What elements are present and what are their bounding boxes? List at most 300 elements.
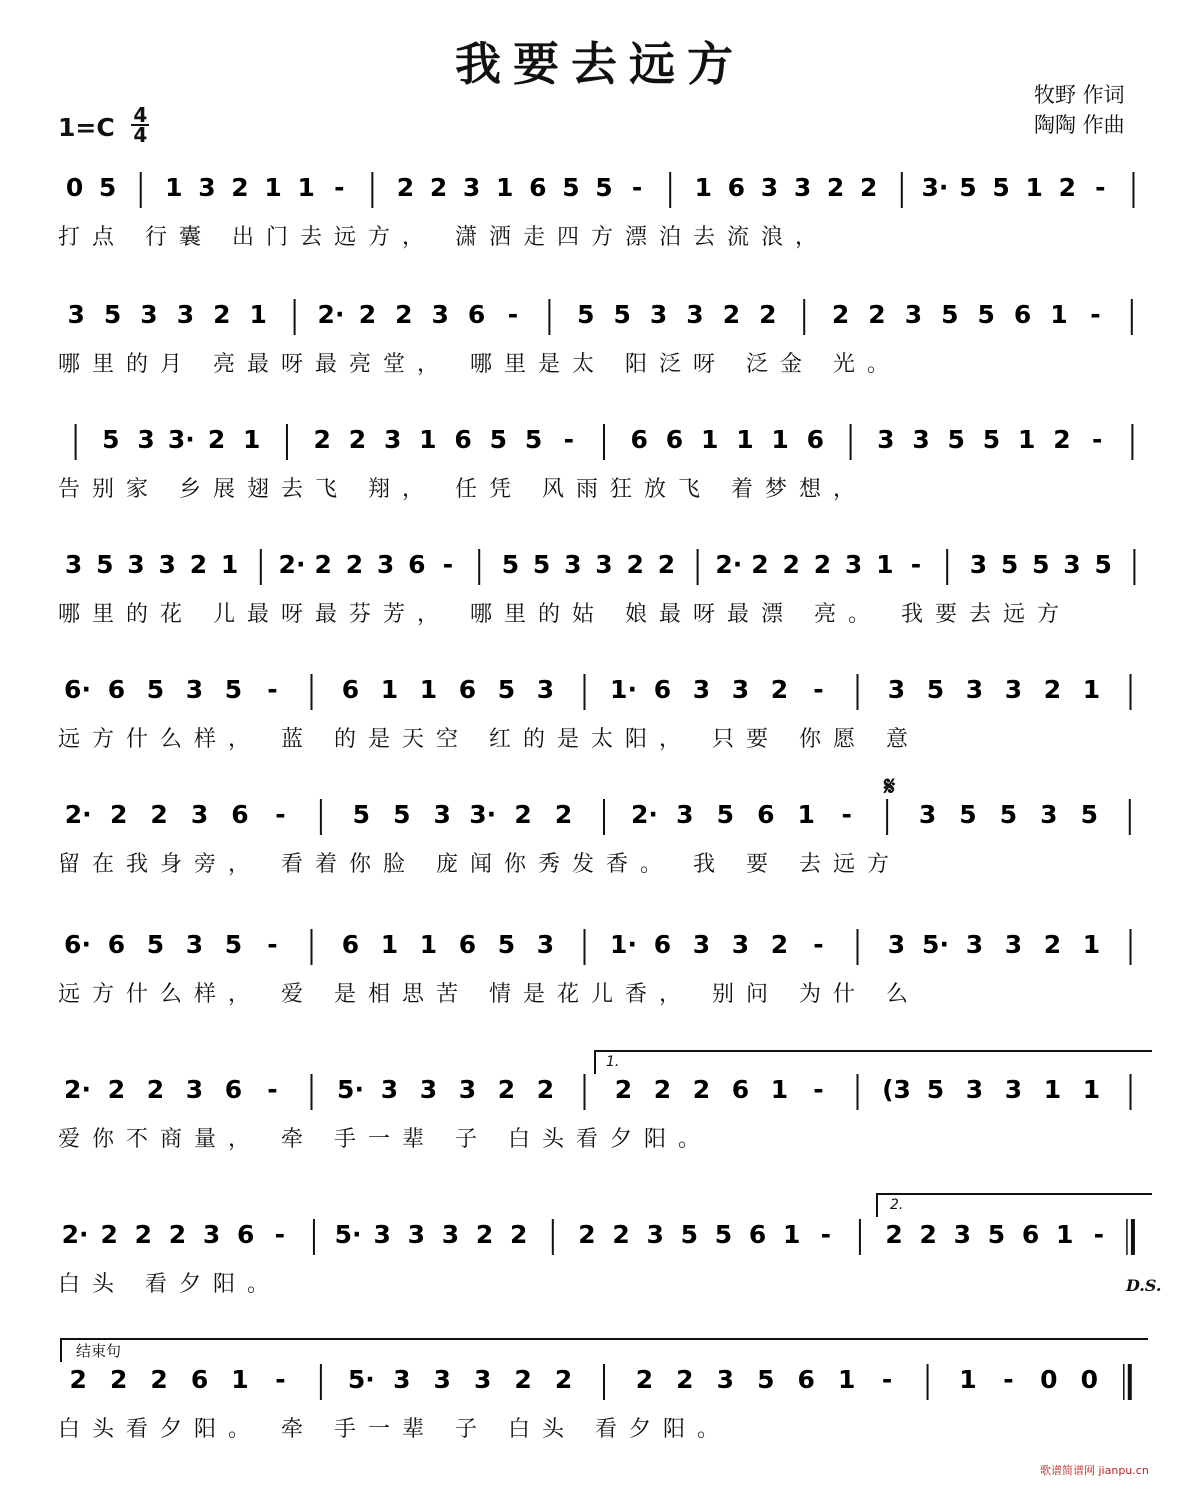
note: 6 (748, 1220, 767, 1249)
note: 2 (314, 550, 332, 579)
note: 3 (595, 550, 613, 579)
note: - (563, 425, 574, 454)
note: 3 (380, 1075, 399, 1104)
note: 2 (134, 1220, 153, 1249)
note: 3 (844, 550, 863, 579)
note: 2 (813, 550, 832, 579)
note: 3 (376, 550, 395, 579)
note: 3 (127, 550, 145, 579)
note: 2 (475, 1220, 494, 1249)
note: 3 (1004, 1075, 1023, 1104)
note: 2 (358, 300, 377, 329)
note: 2 (536, 1075, 555, 1104)
note: - (813, 930, 824, 959)
note: - (910, 550, 922, 579)
note: 2 (692, 1075, 711, 1104)
note: - (334, 173, 345, 202)
note: 2 (69, 1365, 87, 1394)
key-signature (58, 103, 149, 148)
note: 5 (613, 300, 631, 329)
note: 6 (727, 173, 746, 202)
note: 1 (220, 550, 239, 579)
note: 3 (198, 173, 216, 202)
note: 2 (150, 800, 168, 829)
note: 2 (109, 1365, 128, 1394)
note: - (820, 1220, 832, 1249)
notation-svg (58, 1070, 1150, 1116)
note: 3 (969, 550, 988, 579)
note: 1 (694, 173, 712, 202)
note: 2 (831, 300, 850, 329)
note: 5 (1080, 800, 1099, 829)
note: 5 (716, 800, 735, 829)
note: 6 (107, 930, 126, 959)
note: 2 (514, 800, 532, 829)
note: 2 (722, 300, 741, 329)
lyric-line: 远方什么样， 爱 是相思苦 情是花儿香， 别问 为什 么 (58, 982, 920, 1007)
note: 1 (1055, 1220, 1074, 1249)
note: 1· (610, 675, 637, 704)
note: - (267, 1075, 278, 1104)
note: 2· (630, 800, 658, 829)
note: 2 (1058, 173, 1076, 202)
note: 6 (797, 1365, 815, 1394)
note: 5 (1000, 550, 1019, 579)
note: 3 (676, 800, 694, 829)
note: 6 (1021, 1220, 1040, 1249)
note: 2 (396, 173, 415, 202)
note: 2 (497, 1075, 516, 1104)
lyricist-credit: 牧野 作词 (1034, 83, 1125, 107)
note: 6 (630, 425, 648, 454)
note: 3 (965, 930, 984, 959)
note: 6 (190, 1365, 209, 1394)
note: 5 (959, 173, 977, 202)
note: (3 (882, 1075, 911, 1104)
notation-line (58, 168, 1150, 208)
note: 1· (610, 930, 637, 959)
note: - (1091, 425, 1103, 454)
note: 1 (264, 173, 282, 202)
note: 3 (646, 1220, 664, 1249)
note: 5· (334, 1220, 362, 1249)
note: 1 (419, 675, 438, 704)
note: 2 (146, 1075, 165, 1104)
note: 2 (429, 173, 448, 202)
song-title: 我要去远方 (455, 37, 745, 91)
note: 6· (64, 930, 91, 959)
note: 6 (665, 425, 684, 454)
note: 2 (1043, 930, 1062, 959)
note: 6· (64, 675, 91, 704)
note: 2 (770, 930, 789, 959)
note: 2 (653, 1075, 672, 1104)
note: 2 (313, 425, 331, 454)
lyric-line: 哪里的花 儿最呀最芬芳， 哪里的姑 娘最呀最漂 亮。 我要去远方 (58, 602, 1071, 627)
note: 5 (98, 173, 117, 202)
note: - (507, 300, 519, 329)
note: 3 (473, 1365, 492, 1394)
notation-line (58, 545, 1150, 585)
note: 3 (692, 675, 711, 704)
note: 5 (982, 425, 1001, 454)
ending-label: 结束句 (76, 1342, 122, 1360)
note: 2 (759, 300, 777, 329)
watermark-footer: 歌谱简谱网 jianpu.cn (1040, 1464, 1149, 1477)
notation-line (58, 795, 1150, 835)
note: 1 (249, 300, 267, 329)
note: 5 (393, 800, 411, 829)
note: 6 (224, 1075, 243, 1104)
note: 6 (341, 930, 360, 959)
notation-line (58, 670, 1150, 710)
note: 5 (987, 1220, 1006, 1249)
note: 3 (67, 300, 85, 329)
note: 3· (921, 173, 949, 202)
note: 5 (146, 930, 165, 959)
note: - (881, 1365, 893, 1394)
time-signature-top: 4 (133, 103, 148, 127)
note: 3 (64, 550, 83, 579)
note: - (274, 1220, 286, 1249)
note: 3 (185, 930, 204, 959)
notation-line (58, 420, 1150, 460)
note: 5· (347, 1365, 375, 1394)
note: 0 (1080, 1365, 1099, 1394)
time-signature-bottom: 4 (133, 123, 148, 147)
composer-credit: 陶陶 作曲 (1034, 113, 1125, 137)
note: 3 (912, 425, 930, 454)
note: 3 (383, 425, 402, 454)
note: 1 (231, 1365, 249, 1394)
note: 2· (278, 550, 306, 579)
note: - (841, 800, 852, 829)
note: 2 (207, 425, 226, 454)
note: 3 (1040, 800, 1058, 829)
note: - (631, 173, 643, 202)
notation-svg (58, 1215, 1150, 1261)
lyric-line: 打点 行囊 出门去远方， 潇洒走四方漂泊去流浪， (58, 225, 829, 250)
note: 3 (686, 300, 704, 329)
note: 2 (1043, 675, 1062, 704)
note: 5 (926, 675, 945, 704)
note: 3 (564, 550, 582, 579)
notation-line (58, 1360, 1150, 1400)
note: 1 (876, 550, 894, 579)
note: 6 (467, 300, 486, 329)
note: 2 (213, 300, 231, 329)
notation-svg (58, 670, 1150, 716)
note: 3 (393, 1365, 411, 1394)
note: 2 (751, 550, 769, 579)
note: 6 (806, 425, 825, 454)
note: 3 (431, 300, 449, 329)
note: 2 (348, 425, 367, 454)
note: 2 (614, 1075, 633, 1104)
note: 1 (770, 1075, 789, 1104)
note: 5 (577, 300, 595, 329)
note: - (1090, 300, 1101, 329)
note: 3 (877, 425, 895, 454)
note: 3 (419, 1075, 438, 1104)
note: 5 (497, 930, 516, 959)
note: 3 (965, 675, 984, 704)
note: 2 (109, 800, 128, 829)
note: 1 (165, 173, 183, 202)
note: 2 (554, 800, 573, 829)
note: 1 (782, 1220, 801, 1249)
note: 1 (419, 930, 438, 959)
note: 6 (731, 1075, 750, 1104)
note: 5 (562, 173, 580, 202)
note: 5 (977, 300, 995, 329)
note: 5· (922, 930, 949, 959)
notation-svg (58, 295, 1150, 341)
note: 5 (146, 675, 165, 704)
note: 6 (236, 1220, 255, 1249)
note: 3 (692, 930, 711, 959)
note: 6 (454, 425, 472, 454)
note: 3 (433, 1365, 451, 1394)
note: 1 (736, 425, 754, 454)
note: - (1003, 1365, 1014, 1394)
note: 5 (96, 550, 114, 579)
volta-bracket-2 (876, 1193, 1152, 1217)
note: 5 (501, 550, 520, 579)
note: 3 (953, 1220, 972, 1249)
note: 6 (341, 675, 360, 704)
note: - (267, 930, 278, 959)
note: 2· (61, 1220, 89, 1249)
note: 3 (1004, 675, 1023, 704)
ending-bracket (60, 1338, 1148, 1362)
note: 5 (992, 173, 1010, 202)
note: 1 (1082, 930, 1101, 959)
note: 5 (680, 1220, 699, 1249)
note: 3 (793, 173, 812, 202)
note: 5· (337, 1075, 364, 1104)
lyric-line: 哪里的月 亮最呀最亮堂， 哪里是太 阳泛呀 泛金 光。 (58, 352, 901, 377)
note: 5 (224, 675, 243, 704)
notation-svg (58, 925, 1150, 971)
note: 2· (64, 1075, 91, 1104)
note: 3 (407, 1220, 426, 1249)
note: 3 (137, 425, 155, 454)
note: 3 (731, 930, 750, 959)
note: 2 (100, 1220, 118, 1249)
note: 2· (317, 300, 345, 329)
note: 3 (716, 1365, 735, 1394)
note: 3 (458, 1075, 477, 1104)
note: 1 (1050, 300, 1068, 329)
lyric-line: 留在我身旁， 看着你脸 庞闻你秀发香。 我 要 去远方 (58, 852, 901, 877)
lyric-line: 告别家 乡展翅去飞 翔， 任凭 风雨狂放飞 着梦想， (58, 477, 867, 502)
note: 3 (649, 300, 668, 329)
note: 2 (612, 1220, 630, 1249)
note: 2 (826, 173, 845, 202)
notation-svg (58, 1360, 1150, 1406)
notation-svg (58, 420, 1150, 466)
note: 5 (947, 425, 965, 454)
note: 3 (887, 675, 906, 704)
note: 3 (760, 173, 779, 202)
note: 2 (345, 550, 364, 579)
note: 1 (297, 173, 315, 202)
note: 5 (532, 550, 551, 579)
note: 2 (395, 300, 413, 329)
note: 3 (176, 300, 195, 329)
note: 3 (158, 550, 176, 579)
note: 3 (185, 1075, 204, 1104)
note: 2 (860, 173, 878, 202)
note: 6 (757, 800, 775, 829)
note: 2 (770, 675, 789, 704)
note: 1 (1043, 1075, 1062, 1104)
note: 3 (190, 800, 209, 829)
note: 2 (554, 1365, 573, 1394)
lyric-line: 白头看夕阳。 牵 手一辈 子 白头 看夕阳。 (58, 1417, 731, 1442)
lyric-line: 远方什么样， 蓝 的是天空 红的是太阳， 只要 你愿 意 (58, 727, 920, 752)
note: 5 (714, 1220, 733, 1249)
notation-line (58, 925, 1150, 965)
note: 5 (941, 300, 959, 329)
note: 2 (919, 1220, 937, 1249)
note: 5 (959, 800, 977, 829)
note: 6 (1013, 300, 1032, 329)
notation-svg (58, 795, 1150, 841)
note: 1 (959, 1365, 977, 1394)
note: 3 (1004, 930, 1023, 959)
notation-line (58, 1215, 1150, 1255)
notation-svg (58, 545, 1150, 591)
key-label: 1=C (58, 113, 115, 142)
note: 5 (757, 1365, 775, 1394)
note: - (275, 1365, 286, 1394)
note: 1 (380, 930, 399, 959)
note: 2 (107, 1075, 126, 1104)
note: - (1093, 1220, 1105, 1249)
da-segno-marking: D.S. (1126, 1276, 1162, 1295)
note: 3 (441, 1220, 460, 1249)
note: - (442, 550, 454, 579)
note: 2 (509, 1220, 528, 1249)
note: 1 (1082, 1075, 1101, 1104)
note: 1 (1025, 173, 1043, 202)
note: 5 (999, 800, 1018, 829)
note: 6 (653, 930, 672, 959)
note: 6 (653, 675, 672, 704)
lyric-line: 爱你不商量， 牵 手一辈 子 白头看夕阳。 (58, 1127, 712, 1152)
note: 5 (224, 930, 243, 959)
notation-line (58, 1070, 1150, 1110)
note: 6 (107, 675, 126, 704)
lyric-line: 白头 看夕阳。 (58, 1272, 281, 1297)
note: 1 (1018, 425, 1036, 454)
note: 5 (489, 425, 508, 454)
note: 2 (657, 550, 676, 579)
notation-line (58, 295, 1150, 335)
time-signature (131, 103, 149, 147)
note: 3· (469, 800, 497, 829)
segno-sign: 𝄋 (884, 772, 896, 802)
note: 5 (352, 800, 371, 829)
note: 2 (626, 550, 644, 579)
note: - (1095, 173, 1106, 202)
note: 3· (167, 425, 195, 454)
note: 5 (102, 425, 120, 454)
note: 1 (771, 425, 789, 454)
note: 3 (887, 930, 906, 959)
credits (1034, 80, 1125, 140)
note: 3 (462, 173, 481, 202)
note: 2 (885, 1220, 903, 1249)
note: - (267, 675, 278, 704)
note: 2 (168, 1220, 187, 1249)
note: 5 (524, 425, 543, 454)
note: 3 (185, 675, 204, 704)
note: 2 (150, 1365, 168, 1394)
note: 1 (700, 425, 719, 454)
note: 5 (497, 675, 516, 704)
note: 3 (904, 300, 923, 329)
note: 2 (1053, 425, 1071, 454)
note: 5 (926, 1075, 945, 1104)
note: 3 (536, 675, 555, 704)
note: 3 (140, 300, 158, 329)
note: 2 (782, 550, 800, 579)
note: 3 (202, 1220, 221, 1249)
note: 0 (1040, 1365, 1058, 1394)
note: - (813, 1075, 824, 1104)
volta-label-1: 1. (606, 1054, 620, 1070)
note: 2 (868, 300, 886, 329)
note: 5 (595, 173, 613, 202)
note: 5 (1032, 550, 1050, 579)
notation-svg (58, 168, 1150, 214)
note: 1 (1082, 675, 1101, 704)
note: 2 (578, 1220, 596, 1249)
note: 1 (243, 425, 261, 454)
note: 1 (797, 800, 815, 829)
note: 2 (676, 1365, 694, 1394)
note: 2 (514, 1365, 532, 1394)
note: 5 (1094, 550, 1112, 579)
note: 0 (65, 173, 84, 202)
note: 1 (837, 1365, 856, 1394)
note: 2 (635, 1365, 654, 1394)
note: 5 (103, 300, 122, 329)
note: 6 (458, 930, 477, 959)
note: 3 (1063, 550, 1081, 579)
note: 2· (715, 550, 743, 579)
note: 1 (380, 675, 399, 704)
note: 6 (529, 173, 547, 202)
note: 6 (231, 800, 249, 829)
note: 1 (419, 425, 437, 454)
note: 2 (231, 173, 249, 202)
volta-bracket-1 (594, 1050, 1152, 1074)
note: - (813, 675, 824, 704)
note: 3 (965, 1075, 984, 1104)
note: 6 (458, 675, 477, 704)
note: 2 (189, 550, 208, 579)
note: 3 (536, 930, 555, 959)
note: 3 (373, 1220, 391, 1249)
volta-label-2: 2. (890, 1197, 904, 1213)
note: 2· (64, 800, 92, 829)
note: 6 (408, 550, 426, 579)
note: 3 (433, 800, 451, 829)
